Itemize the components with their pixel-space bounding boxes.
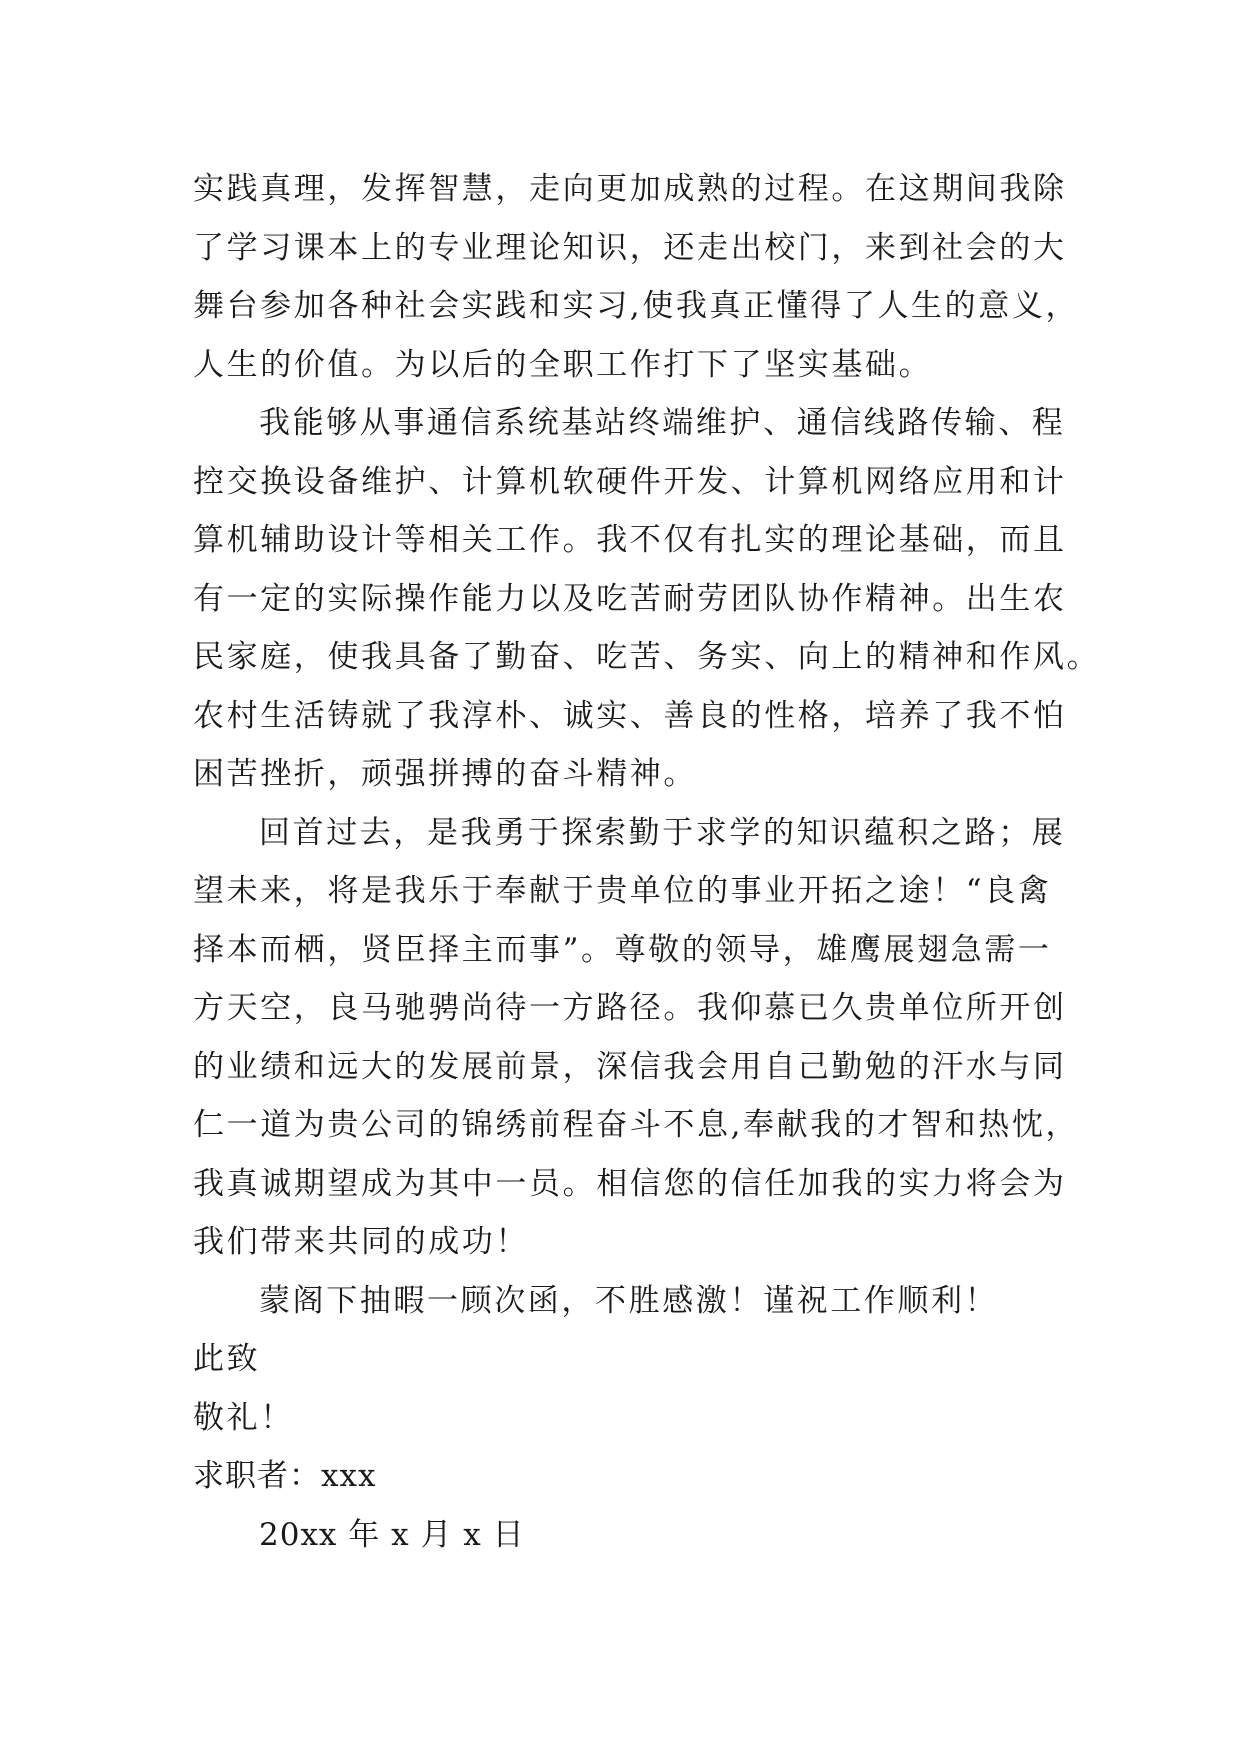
text-line: 舞台参加各种社会实践和实习,使我真正懂得了人生的意义， bbox=[193, 288, 1080, 324]
letter-body bbox=[193, 160, 1101, 1564]
text-line: 望未来，将是我乐于奉献于贵单位的事业开拓之途！“良禽 bbox=[193, 873, 1052, 909]
text-line: 民家庭，使我具备了勤奋、吃苦、务实、向上的精神和作风。 bbox=[193, 639, 1101, 675]
text-line: 算机辅助设计等相关工作。我不仅有扎实的理论基础，而且 bbox=[193, 522, 1067, 558]
text-line: 的业绩和远大的发展前景，深信我会用自己勤勉的汗水与同 bbox=[193, 1048, 1067, 1085]
text-line: 方天空，良马驰骋尚待一方路径。我仰慕已久贵单位所开创 bbox=[193, 990, 1067, 1026]
signature-line: 求职者：xxx bbox=[193, 1458, 377, 1494]
text-line: 择本而栖，贤臣择主而事”。尊敬的领导，雄鹰展翅急需一 bbox=[193, 931, 1052, 968]
text-line: 实践真理，发挥智慧，走向更加成熟的过程。在这期间我除 bbox=[193, 171, 1067, 207]
text-line: 农村生活铸就了我淳朴、诚实、善良的性格，培养了我不怕 bbox=[193, 697, 1067, 734]
salutation-line: 敬礼！ bbox=[193, 1399, 294, 1436]
closing-wish-line: 蒙阁下抽暇一顾次函，不胜感激！谨祝工作顺利！ bbox=[259, 1282, 999, 1319]
text-line: 困苦挫折，顽强拼搏的奋斗精神。 bbox=[193, 756, 697, 792]
text-line: 控交换设备维护、计算机软硬件开发、计算机网络应用和计 bbox=[193, 463, 1067, 500]
text-line: 我真诚期望成为其中一员。相信您的信任加我的实力将会为 bbox=[193, 1165, 1067, 1202]
paragraph-start-line: 回首过去，是我勇于探索勤于求学的知识蕴积之路；展 bbox=[259, 814, 1066, 851]
text-line: 我们带来共同的成功！ bbox=[193, 1224, 529, 1260]
text-line: 了学习课本上的专业理论知识，还走出校门，来到社会的大 bbox=[193, 229, 1067, 266]
salutation-line: 此致 bbox=[193, 1341, 261, 1377]
text-line: 仁一道为贵公司的锦绣前程奋斗不息,奉献我的才智和热忱， bbox=[193, 1107, 1080, 1143]
date-line: 20xx 年 x 月 x 日 bbox=[259, 1516, 525, 1553]
text-line: 有一定的实际操作能力以及吃苦耐劳团队协作精神。出生农 bbox=[193, 580, 1067, 617]
text-line: 人生的价值。为以后的全职工作打下了坚实基础。 bbox=[193, 346, 933, 383]
paragraph-start-line: 我能够从事通信系统基站终端维护、通信线路传输、程 bbox=[259, 405, 1066, 441]
